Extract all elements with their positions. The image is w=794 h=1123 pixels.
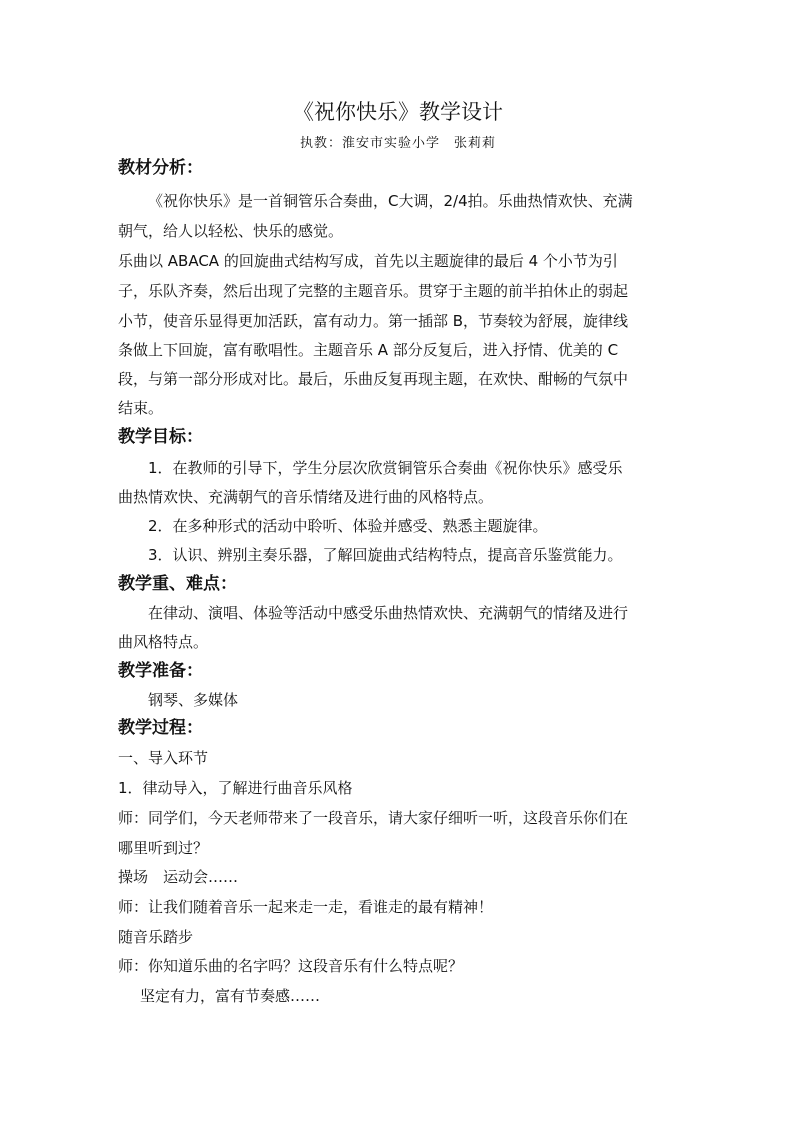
analysis-line: 小节，使音乐显得更加活跃，富有动力。第一插部 B，节奏较为舒展，旋律线	[118, 312, 629, 330]
analysis-line: 结束。	[118, 399, 164, 417]
process-line: 1．律动导入，了解进行曲音乐风格	[118, 779, 353, 797]
document-title: 《祝你快乐》教学设计	[293, 100, 503, 124]
key-point-line: 在律动、演唱、体验等活动中感受乐曲热情欢快、充满朝气的情绪及进行	[148, 604, 629, 622]
process-line: 坚定有力，富有节奏感……	[140, 987, 321, 1005]
author-byline: 执教：淮安市实验小学 张莉莉	[299, 136, 496, 151]
section-heading-goals: 教学目标：	[118, 427, 203, 447]
process-line: 师：你知道乐曲的名字吗？这段音乐有什么特点呢？	[118, 957, 464, 975]
preparation-line: 钢琴、多媒体	[148, 691, 239, 709]
goal-line: 曲热情欢快、充满朝气的音乐情绪及进行曲的风格特点。	[118, 488, 494, 506]
process-line: 一、导入环节	[118, 749, 209, 767]
analysis-line: 子，乐队齐奏，然后出现了完整的主题音乐。贯穿于主题的前半拍休止的弱起	[118, 282, 629, 300]
section-heading-preparation: 教学准备：	[118, 661, 203, 681]
goal-line: 3．认识、辨别主奏乐器，了解回旋曲式结构特点，提高音乐鉴赏能力。	[148, 546, 623, 564]
section-heading-process: 教学过程：	[118, 718, 203, 738]
section-heading-analysis: 教材分析：	[118, 158, 203, 178]
process-line: 哪里听到过？	[118, 839, 209, 857]
analysis-line: 乐曲以 ABACA 的回旋曲式结构写成，首先以主题旋律的最后 4 个小节为引	[118, 252, 618, 270]
goal-line: 2．在多种形式的活动中聆听、体验并感受、熟悉主题旋律。	[148, 517, 548, 535]
analysis-line: 条做上下回旋，富有歌唱性。主题音乐 A 部分反复后，进入抒情、优美的 C	[118, 341, 619, 359]
process-line: 随音乐踏步	[118, 928, 194, 946]
analysis-line: 朝气，给人以轻松、快乐的感觉。	[118, 222, 344, 240]
analysis-line: 《祝你快乐》是一首铜管乐合奏曲，C大调，2/4拍。乐曲热情欢快、充满	[148, 192, 633, 210]
process-line: 师：让我们随着音乐一起来走一走，看谁走的最有精神！	[118, 898, 494, 916]
goal-line: 1．在教师的引导下，学生分层次欣赏铜管乐合奏曲《祝你快乐》感受乐	[148, 459, 623, 477]
process-line: 操场 运动会……	[118, 868, 239, 886]
section-heading-key-points: 教学重、难点：	[118, 574, 237, 594]
analysis-line: 段，与第一部分形成对比。最后，乐曲反复再现主题，在欢快、酣畅的气氛中	[118, 370, 629, 388]
key-point-line: 曲风格特点。	[118, 633, 209, 651]
process-line: 师：同学们，今天老师带来了一段音乐，请大家仔细听一听，这段音乐你们在	[118, 809, 629, 827]
